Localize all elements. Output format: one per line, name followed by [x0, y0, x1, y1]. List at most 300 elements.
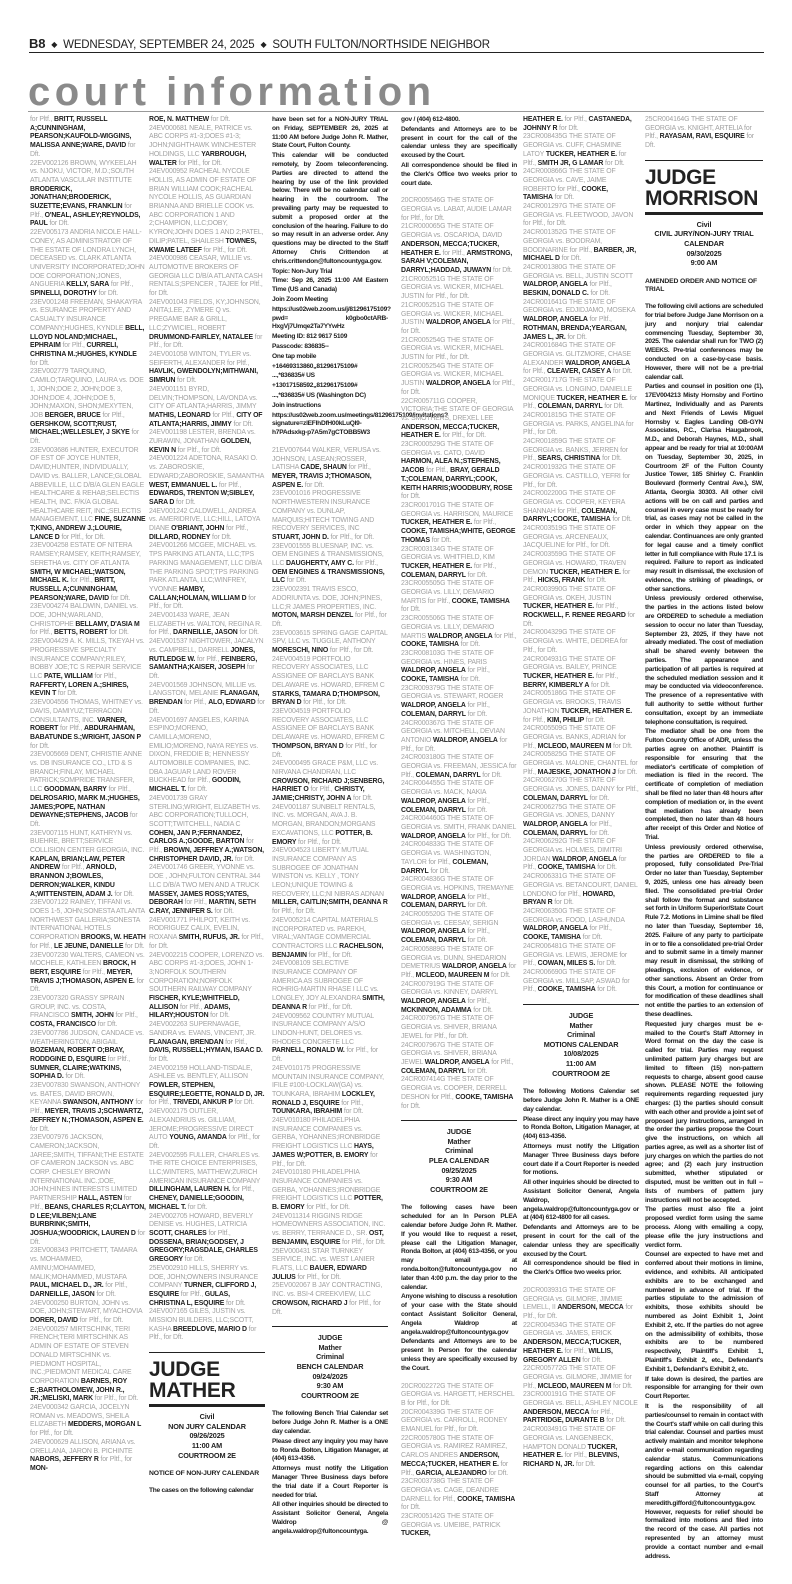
case-listing	[401, 1383, 517, 1409]
case-text: 24EV002215 COOPER, LORENZO vs. ABC CORPS #1-3;DOES, JOHN 1-3;NORFOLK SOUTHERN CORPORATION;NORFOLK SOUTHERN RAILWAY COMPANY	[149, 951, 264, 994]
case-text: for Pltf.,	[109, 281, 134, 289]
case-text: for Pltf.,	[30, 1099, 143, 1116]
case-text: 24CR001297G THE STATE OF GEORGIA vs. FLEETWOOD, JAVON for Pltf., for Dft.	[523, 203, 634, 228]
attorney-names: MASSEY, JAMES ROSS;YATES, DEBORAH	[149, 890, 249, 907]
attorney-names: DOSSENA, BRIAN;GODSEY, J GREGORY;RAGSDALE, CHARLES GREGORY	[149, 1238, 258, 1264]
attorney-names: MATHIS, LEONARD	[149, 411, 211, 419]
case-text: 24EV010180 PHILADELPHIA INSURANCE COMPANIES vs. GERBA, YOHANNES;IRONBRIDGE FREIGHT LOGISTICS LLC	[272, 1117, 381, 1151]
case-text: for Pltf.,	[223, 1038, 248, 1046]
case-text: for Pltf.,	[587, 925, 612, 933]
attorney-names: FLANAGAN, BRENDAN	[149, 1038, 224, 1046]
attorney-names: WALDROP, ANGELA	[401, 797, 466, 805]
case-text: 23EV001016 PROGRESSIVE NORTHWESTERN INSURANCE COMPANY vs. DUNLAP, MARQUIS;HITECH TOWING AND RECOVERY SERVICES, INC	[272, 490, 375, 533]
attorney-names: COOKE, TAMISHA	[523, 185, 608, 202]
attorney-names: TUCKER, HEATHER E.	[523, 1443, 618, 1460]
case-text: 24EV004519 PORTFOLIO RECOVERY ASSOCIATES, LLC ASSIGNEE OF BARCLAYS BANK DELAWARE vs. HOWARD, EFREM C	[272, 655, 385, 689]
case-text: 21CR005254G THE STATE OF GEORGIA vs. WICKER, MICHAEL JUSTIN for Pltf., for Dft.	[401, 336, 504, 362]
attorney-names: MEYER, TRAVIS J;THOMASON, ASPEN E.	[272, 473, 372, 489]
case-text: 24CR003180G THE STATE OF GEORGIA vs. FREEMAN, JESSICA for Pltf.,	[401, 754, 517, 779]
case-text: for Dft.	[401, 1102, 421, 1110]
case-text: 24CR005520G THE STATE OF GEORGIA vs. CEESAY, SERIGN	[401, 911, 499, 927]
case-listing	[401, 580, 517, 615]
attorney-names: MCLEOD, MAUREEN M	[537, 742, 612, 750]
attorney-names: RAFFERTY, LOREN A.;SHIRES, KEVIN T	[30, 681, 129, 698]
case-text: 22CR005711G COOPER, VICTORIA;THE STATE OF GEORGIA vs. SMOTHERS, DREXEL LEE	[401, 397, 514, 422]
case-text: for Pltf., for Dft.	[296, 838, 342, 846]
calendar-heading-line: 9:30 AM	[445, 1175, 473, 1185]
notice-paragraph: The cases on the following calendar	[149, 1486, 254, 1494]
attorney-names: ANDERSON, MECCA;TUCKER, HEATHER E.	[401, 1452, 500, 1468]
case-text: for Dft.	[465, 571, 488, 579]
case-text: 24EV011314 RIGGINS RIDGE HOMEOWNERS ASSOCIATION, INC. vs. BERRY, TERRANCE D., SR.	[272, 1212, 386, 1238]
case-listing	[401, 337, 517, 363]
case-listing	[149, 386, 265, 430]
case-text: 24CR003990G THE STATE OF GEORGIA vs. OKEH, JUSTIN	[523, 585, 616, 602]
case-text: for Pltf., for Dft.	[306, 1003, 353, 1011]
notice-paragraph: https://us02web.zoom.us/j/81296175109?pwd= k0gbo0ctARB-HxgVj7Umqe2Ta7YYwHz	[272, 305, 391, 331]
case-text: for Pltf., for Dft.	[465, 832, 511, 840]
case-text: for Pltf., for Dft.	[272, 1151, 378, 1168]
case-text: for Pltf., for	[98, 1456, 133, 1464]
attorney-names: ADAMS, HILARY;HOUSTON	[149, 1003, 231, 1020]
case-text: 24EV001537 NIGHTOWER, JACALYN vs. CAMPBELL, DARRELL	[149, 638, 264, 654]
case-listing	[401, 720, 517, 755]
case-text: 23EV008343 PRITCHETT, TAMARA vs. MOHAMMED, AMINU;MOHAMMED, MALIK;MOHAMMED, MUSTAFA	[30, 1247, 137, 1281]
case-text: 24CR003491G THE STATE OF GEORGIA vs. LANGENBECK, HAMPTON DONALD	[523, 1426, 616, 1451]
case-text: for Dft.	[552, 899, 574, 907]
attorney-names: KAPLAN, BRIAN;LAW, PETER ANDREW	[30, 855, 125, 872]
case-text: for Dft.	[486, 1469, 508, 1477]
case-text: 24CR007967G THE STATE OF GEORGIA vs. SHIVER, BRIANA JEWEL for Pltf., for Dft.	[401, 1015, 497, 1040]
case-text: 23CR003738G THE STATE OF GEORGIA vs. CAGE, DEANDRE DARNELL for Pltf.,	[401, 1478, 499, 1503]
case-text: for Pltf.,	[206, 1230, 231, 1237]
case-text: 20CR002272G THE STATE OF GEORGIA vs. HARGETT, HERSCHEL B for Pltf., for Dft.	[401, 1382, 515, 1407]
calendar-heading-line: Criminal	[445, 1146, 473, 1156]
case-text: 24EV000952 RACHEAL NYCOLE HOLLIS, AS ADMIN OF ESTATE OF BRIAN WILLIAM COOK;RACHEAL NYCOLE HOLLIS, AS GUARDIAN BRIANNA AND BRIELLE COOK vs. ABC CORPORATION 1 AND 2;CHAMPION, LLC;DOBY, KYRON;JOHN DOES 1 AND 2;PATEL, DILIP;PATEL, SHAILESH	[149, 168, 264, 245]
attorney-names: COOKE, TAMISHA	[537, 986, 596, 994]
case-text: 23EV002779 TARQUINO, CAMILO;TARQUINO, LAURA vs. DOE 1, JOHN;DOE 2, JOHN;DOE 3, JOHN;DOE 4, JOHN;DOE 5, JOHN;MAXON, SHON;MEXYTEN, JOB	[30, 368, 144, 419]
notice-paragraph: Defendants and Attorneys are to be present in court for the call of the calendar unless they are specifically excused by the Court.	[523, 1224, 639, 1258]
calendar-heading	[272, 1333, 388, 1400]
case-text: 24CR001859G THE STATE OF GEORGIA vs. BANKS, JERREN for Pltf.,	[523, 438, 628, 463]
attorney-names: PATE, WILLIAM	[43, 673, 93, 680]
attorney-names: BOZEMAN, ROBERT O;BRAY, RODDGINE D, ESQUIRE	[30, 1047, 124, 1063]
case-listing	[272, 1282, 388, 1317]
attorney-names: STARKS, TAMARA D;THOMPSON, BRYAN D	[272, 690, 380, 707]
case-text: for Dft.	[559, 255, 582, 263]
case-text: 23CR005142G THE STATE OF GEORGIA vs. UMEIBE, PATRICK	[401, 1513, 501, 1529]
calendar-heading-line: Civil	[199, 1412, 215, 1422]
case-text: 24CR004460G THE STATE OF GEORGIA vs. SMITH, FRANK DANIEL	[401, 815, 516, 831]
attorney-names: MOTON, MARSH DENZEL	[272, 612, 354, 620]
attorney-names: FINE, SUZANNE T;KING, ANDREW J.;LOURIE, LANCE D	[30, 516, 146, 541]
case-text: 24CR004329G THE STATE OF GEORGIA vs. WHITE, DEDREA for Pltf., for Dft.	[523, 629, 628, 654]
case-listing	[401, 615, 517, 650]
case-text: for Dft.	[580, 1356, 602, 1364]
attorney-names: YOUNG, AMANDA	[169, 1134, 227, 1142]
case-listing	[401, 1513, 517, 1539]
case-listing	[30, 1134, 146, 1247]
case-listing	[30, 899, 146, 951]
case-listing	[30, 1082, 146, 1134]
case-text: 24CR000866G THE STATE OF GEORGIA vs. CAVE, JAIME ROBERTO for Pltf.,	[523, 168, 616, 193]
case-text: for Pltf.,	[523, 150, 627, 167]
calendar-heading-line: JUDGE	[568, 1011, 594, 1021]
case-text: for Pltf.,	[308, 786, 335, 794]
case-text: for Pltf.,	[113, 1012, 138, 1020]
attorney-names: BRITT, RUSSELL A;CUNNINGHAM, PEARSON;WARE, DAVID	[30, 577, 118, 602]
attorney-names: MEYER, TRAVIS J;SCHWARTZ, JEFFREY N.;THOMASON, ASPEN E.	[30, 1108, 144, 1124]
case-listing	[401, 1409, 517, 1435]
case-listing	[272, 586, 388, 630]
case-text: for Pltf.,	[440, 249, 467, 257]
attorney-names: GARCIA, ALEJANDRO	[415, 1469, 487, 1477]
attorney-names: TUCKER, HEATHER E.	[556, 394, 628, 402]
attorney-names: BEANS, CHARLES R;CLAYTON, D LEE;VILBEN;LANE BURBRINK;SMITH, JOSHUA;WOODRICK, LAUREN D	[30, 1203, 146, 1237]
case-text: for Dft.	[231, 420, 253, 428]
notice-paragraph: All correspondence should be filed in the Clerk's Office two weeks prior to court date.	[401, 161, 517, 187]
case-text: for Dft.	[96, 1021, 118, 1029]
case-text: 24CR007414G THE STATE OF GEORGIA vs. COOPER, DERRELL DESHON for Pltf.,	[401, 1076, 507, 1101]
case-listing	[401, 1478, 517, 1513]
case-listing	[30, 542, 146, 603]
calendar-heading-line: MOTIONS CALENDAR	[543, 1039, 619, 1049]
attorney-names: WEST, EMMANUEL L.	[149, 481, 218, 489]
case-listing	[401, 197, 517, 223]
case-text: for Pltf.,	[339, 1099, 364, 1107]
case-text: 24CR001641G THE STATE OF GEORGIA vs. EDJIDJAMO, MOSEKA	[523, 298, 636, 315]
case-text: 23EV004519 PORTFOLIO RECOVERY ASSOCIATES, LLC ASSIGNEE OF BARCLAYS BANK DELAWARE vs. HOWARD, EFREM C	[272, 707, 385, 742]
case-text: for Dft.	[30, 359, 50, 367]
case-listing	[523, 873, 639, 908]
attorney-names: POTTER, B. EMORY	[272, 1195, 383, 1212]
case-text: 24EV001266 MCGEE, MICHAEL vs. TPS PARKING ATLANTA, LLC;TPS PARKING MANAGEMENT, LLC D/B/A THE PARKING SPOT;TPS PARKING PARK ATLANTA, LLC;WINFREY, YVONNE	[149, 542, 262, 593]
case-text: for Pltf.,	[100, 411, 125, 419]
case-listing	[149, 638, 265, 682]
attorney-names: TRIVEDI, ANKUR P	[173, 1099, 233, 1107]
case-text: for Dft.	[149, 1055, 169, 1063]
notice-paragraph: One tap mobile	[272, 352, 317, 360]
case-text: for Pltf.,	[210, 411, 237, 419]
notice-subheading: AMENDED ORDER AND NOTICE OF TRIAL	[645, 277, 758, 294]
notice-paragraph: Please direct any inquiry you may have to Ronda Bolton, Litigation Manager, at (404) 613-4356.	[272, 1437, 388, 1463]
case-text: 24EV001569 JOHNSON, MILLIE vs. LANGSTON, MELANIE	[149, 681, 257, 698]
case-listing	[523, 116, 639, 133]
case-text: for Pltf.,	[587, 316, 612, 324]
column-6	[645, 116, 763, 1578]
attorney-names: WALDROP, ANGELA	[427, 632, 493, 640]
attorney-names: SEARS, CHRISTINA	[537, 455, 601, 463]
case-listing	[523, 377, 639, 412]
case-listing	[523, 1322, 639, 1366]
case-text: for Pltf.,	[523, 568, 631, 585]
case-listing	[401, 441, 517, 502]
attorney-names: HAMBY, CALLAN;HOLMAN, WILLIAM D	[149, 585, 247, 602]
case-text: for Dft.	[182, 1256, 205, 1264]
calendar-heading-line: BENCH CALENDAR	[296, 1361, 364, 1371]
case-listing	[523, 299, 639, 343]
case-listing	[30, 603, 146, 638]
case-text: for Pltf., for Dft.	[306, 951, 353, 959]
case-text: for Pltf., for Dft.	[301, 699, 347, 707]
case-text: for Dft.	[465, 710, 488, 718]
case-text: for Dft.	[63, 1073, 85, 1081]
case-listing	[523, 229, 639, 264]
attorney-names: OST, BENJAMIN, ESQUIRE	[272, 1230, 384, 1246]
attorney-names: ANDERSON, MECCA;TUCKER, HEATHER E.	[401, 240, 499, 257]
attorney-names: JONES, RUTLEDGE W.	[149, 646, 255, 663]
case-listing	[272, 917, 388, 961]
attorney-names: WALDROP, ANGELA	[523, 820, 588, 828]
case-listing	[30, 751, 146, 829]
attorney-names: ARNOLD, BRANNON J;BOWLES, DERRON;WALKER, KINDU A;WITTENSTEIN, ADAM J.	[30, 864, 117, 898]
attorney-names: DARNEILLE, JASON	[30, 1290, 95, 1298]
case-text: for Dft.	[480, 771, 502, 779]
case-text: for Pltf., for Dft.	[272, 742, 377, 759]
attorney-names: BRITT, RUSSELL A;CUNNINGHAM, PEARSON;KAUFOLD-WIGGINS, MALISSA ANNE;WARE, DAVID	[30, 116, 132, 150]
case-text: for Dft.	[465, 806, 488, 814]
notice-paragraph: gov / (404) 612-4800.	[401, 116, 460, 123]
case-text: 24EV000342 GARCIA, JOCELYN ROMAN vs. MEADOWS, SHEILA ELIZABETH	[30, 1404, 130, 1429]
case-text: for Dft.	[580, 934, 603, 942]
case-text: for Dft.	[30, 1125, 50, 1133]
case-text: for Pltf.,	[465, 928, 490, 936]
case-listing	[30, 447, 146, 543]
attorney-names: WALDROP, ANGELA	[401, 667, 466, 675]
case-text: for Pltf.,	[30, 116, 55, 123]
case-text: for Pltf.,	[217, 481, 242, 489]
notice-paragraph: Attorneys must notify the Litigation Manager Three Business days before the trial date if a Court Reporter is needed for trial.	[272, 1465, 388, 1499]
case-text: 24CR005825G THE STATE OF GEORGIA vs. MALONE, CHANTEL for Pltf.,	[523, 751, 638, 776]
case-text: for Pltf., for Dft.	[149, 934, 264, 950]
attorney-names: ABDURAHMAN, BABATUNDE S.;WRIGHT, JASON P	[30, 725, 141, 741]
case-listing	[401, 911, 517, 946]
calendar-heading-line: COURTROOM 2E	[301, 1390, 359, 1400]
case-listing	[401, 815, 517, 841]
case-text: for Dft.	[595, 960, 617, 968]
notice-paragraph: Unless previously ordered otherwise, the parties in the actions listed below are ORDERED to schedule a mediation session to occur no later than Tuesday, September 23, 2025, if they have not already mediated. The cost of mediation shall be shared evenly between the parties. The appearance and participation of all parties is required at the scheduled mediation session and it may be conducted via videoconference. The presence of a representative with full authority to settle without further consultation, except by an immediate telephone consultation, is required.	[645, 595, 763, 726]
case-listing	[401, 1042, 517, 1077]
case-text: for Dft.	[600, 455, 622, 463]
attorney-names: KELLY, SARA	[66, 281, 110, 289]
case-text: for Dft.	[458, 676, 481, 684]
case-text: for Pltf.,	[346, 464, 371, 472]
case-text: 24EV010175 PROGRESSIVE MOUNTAIN INSURANCE COMPANY, IFILE #100-LOCKLAW(GA) vs. TOUNKARA, IBRAHIM	[272, 1064, 384, 1098]
case-listing	[30, 830, 146, 900]
attorney-names: COOKE, TAMISHA	[523, 934, 581, 942]
attorney-names: DARNEILLE, JASON	[173, 629, 238, 637]
case-text: 24EV001198 LESTER, BRENDA vs. ZURAWIN, JONATHAN	[149, 429, 256, 446]
case-text: for Pltf., for Dft.	[295, 1273, 341, 1281]
case-listing	[523, 490, 639, 525]
case-text: for Dft.	[523, 612, 636, 628]
diamond-separator-icon: ◆	[51, 40, 58, 49]
case-text: for Pltf.,	[92, 673, 117, 680]
case-text: 24EV001242 CALDWELL, ANDREA vs. AMERIDRIVE, LLC;HILL, LATOYA DIANE	[149, 507, 260, 533]
case-text: 24EV002263 SUPERNAVAGE, SANDRA vs. EVANS, VINCENT, JR.	[149, 1021, 256, 1037]
notice-paragraph: Join Zoom Meeting	[272, 295, 328, 303]
case-listing	[272, 1117, 388, 1169]
case-text: 23EV007122 RAINEY, TIFFANI vs. DOES 1-5, JOHN;SONESTA ATLANTA NORTHWEST GALLERIA;SONESTA INTERNATIONAL HOTELS CORPORATION	[30, 899, 145, 942]
case-text: 24EV000250 BURTON, JOHN vs. DOE, JOHN;STEWART, MYACHOVIA	[30, 1299, 143, 1316]
case-text: for Pltf., for Dft.	[272, 612, 387, 628]
attorney-names: WALDROP, ANGELA	[523, 925, 588, 933]
case-listing	[149, 612, 265, 638]
attorney-names: NABORS, JEFFERY R	[30, 1456, 99, 1464]
attorney-names: TUCKER, HEATHER E.	[549, 568, 621, 576]
case-listing	[401, 398, 517, 442]
case-text: 21CR005251G THE STATE OF GEORGIA vs. WICKER, MICHAEL JUSTIN for Pltf., for Dft.	[401, 275, 504, 301]
case-text: for Pltf., for Dft.	[401, 380, 515, 396]
case-text: for Pltf.,	[106, 1055, 131, 1063]
case-listing	[523, 464, 639, 490]
case-text: 23CR000191G THE STATE OF GEORGIA vs. BELL, ASHLEY NICOLE	[523, 1391, 638, 1408]
case-text: 22EV005173 ANDRIA NICOLE HALL-CONEY, AS ADMINISTRATOR OF THE ESTATE OF LONDRA LYNCH, DECEASED vs. CLARK ATLANTA UNIVERSITY INCORPORATED;JOHN DOE CORPORATION;JONES, ANGUERIA	[30, 229, 145, 289]
case-listing	[272, 804, 388, 848]
case-text: for Dft.	[208, 1012, 230, 1020]
attorney-names: WALDROP, ANGELA	[401, 893, 466, 901]
case-listing	[272, 960, 388, 1012]
case-text: for Pltf., for Dft.	[59, 533, 105, 541]
attorney-names: BERRY, KIMBERLY A	[523, 681, 590, 689]
attorney-names: BROOKS, W. HEATH	[80, 934, 146, 942]
calendar-heading-line: 11:00 AM	[565, 1058, 597, 1068]
case-listing	[523, 1365, 639, 1391]
case-listing	[523, 629, 639, 655]
case-text: for Pltf., for Dft.	[272, 1047, 378, 1064]
case-text: 24EV002159 HOLLAND-TISDALE, ASHLEE vs. BENTLEY, ALLISON	[149, 1064, 253, 1081]
calendar-heading-line: 09/25/2025	[441, 1165, 477, 1175]
attorney-names: COLEMAN, DARRYL	[523, 794, 588, 802]
attorney-names: MEYER, TRAVIS J;THOMASON, ASPEN E.	[30, 968, 135, 985]
case-text: 24EV000495 GRACE P&M, LLC vs. NIRVANA CHANDRAN, LLC	[272, 760, 378, 776]
case-listing	[523, 168, 639, 203]
case-text: 23EV007786 JUDSON, CANDACE vs. WEATHERINGTON, ABIGAIL	[30, 1029, 144, 1046]
case-text: for Dft.	[149, 664, 255, 680]
attorney-names: CROWSON, RICHARD J;SENBERG, HARRIET O	[272, 777, 385, 794]
case-text: 23CR000529G THE STATE OF GEORGIA vs. CATO, DAVID	[401, 441, 494, 457]
case-listing	[272, 1169, 388, 1213]
case-text: for Pltf., for Dft.	[304, 1204, 350, 1212]
attorney-names: CHENEY, DANIELLE;GOODIN, MICHAEL T.	[149, 1195, 244, 1211]
case-text: for Pltf.,	[60, 342, 87, 350]
attorney-names: MAJESKE, JONATHON J	[537, 768, 616, 776]
attorney-names: COOKE, TAMISHA	[401, 641, 459, 649]
case-text: 24CR004833G THE STATE OF GEORGIA vs. WASHINGTON, TAYLOR for Pltf.,	[401, 841, 494, 866]
case-text: for Dft.	[611, 368, 633, 376]
case-listing	[401, 363, 517, 398]
case-text: for Pltf.,	[465, 702, 490, 710]
case-text: 22CR005780G THE STATE OF GEORGIA vs. RAMIREZ RAMIREZ, CARLOS ANDRES	[401, 1434, 508, 1460]
attorney-names: FISCHER, KYLE;WHITFIELD, ALLISON	[149, 995, 240, 1011]
attorney-names: GOODMAN, BARRY	[43, 786, 107, 794]
case-text: for Dft.	[574, 1460, 596, 1468]
case-text: 20CR004339G THE STATE OF GEORGIA vs. CARROLL, RODNEY EMANUEL for Pltf., for Dft.	[401, 1408, 508, 1434]
case-listing	[523, 133, 639, 168]
case-listing	[523, 586, 639, 630]
case-text: for Pltf.,	[106, 786, 131, 794]
case-listing	[149, 1213, 265, 1265]
attorney-names: WALDROP, ANGELA	[425, 319, 491, 327]
column-5	[523, 116, 639, 1578]
case-text: for Pltf., for Dft.	[401, 319, 515, 335]
case-text: for Dft.	[94, 1290, 116, 1298]
case-text: 23CR003134G THE STATE OF GEORGIA vs. WHITFIELD, KIM	[401, 545, 495, 562]
case-text: for Pltf.,	[401, 963, 517, 979]
case-text: 23CR005506G THE STATE OF GEORGIA vs. LILLY, DEMARIO MARTIS	[401, 615, 495, 640]
notice-paragraph: Counsel are expected to have met and conferred about their motions in limine, evidence, and exhibits. All anticipated exhibits are to be exchanged and numbered in advance of trial. If the parties stipulate to the admission of exhibits, those exhibits should be numbered as Joint Exhibit 1, Joint Exhibit 2, etc. If the parties do not agree on the admissibility of exhibits, those exhibits are to be numbered respectively, Plaintiff's Exhibit 1, Plaintiff's Exhibit 2, etc., Defendant's Exhibit 1, Defendant's Exhibit 2, etc.	[645, 1251, 763, 1373]
case-text: 22EV002126 BROWN, WYKEELAH vs. NJOKU, VICTOR, M.D.;SOUTH ATLANTA VASCULAR INSTITUTE	[30, 159, 137, 184]
case-text: 24CR006690G THE STATE OF GEORGIA vs. MILLSAP, ASWAD for Pltf.,	[523, 968, 630, 994]
judge-heading: JUDGE MATHER	[149, 1358, 236, 1403]
case-text: for Pltf., for Dft.	[176, 159, 222, 167]
case-text: for Pltf., for Dft.	[523, 1304, 633, 1321]
attorney-names: BELLAMY, D'ASIA M	[75, 620, 140, 628]
issue-date: WEDNESDAY, SEPTEMBER 24, 2025	[63, 39, 255, 51]
calendar-heading-line: 9:00 AM	[690, 258, 718, 268]
case-text: for Dft.	[603, 159, 625, 167]
case-text: for Pltf.,	[68, 577, 95, 585]
attorney-names: SPINELLI, DOROTHY	[30, 290, 97, 298]
attorney-names: FLANAGAN, BRENDAN	[149, 690, 260, 707]
attorney-names: COOKE, TAMISHA	[401, 676, 459, 684]
case-text: 24EV001746 GREER, YVONNE vs. DOE , JOHN;FULTON CENTRAL 344 LLC D/B/A TWO MEN AND A TRUCK	[149, 864, 261, 889]
case-text: 25CR004164G THE STATE OF GEORGIA vs. KNIGHT, ARTELIA for Pltf.,	[645, 116, 752, 141]
attorney-names: WALDROP, ANGELA	[523, 316, 588, 324]
notice-paragraph: Anyone wishing to discuss a resolution of your case with the State should contact Assistant Solicitor General, Angela Waldrop at angela.waldrop@fultoncountyga.gov	[401, 1293, 517, 1336]
attorney-names: WALDROP, ANGELA	[432, 736, 498, 744]
case-text: 24CR006270G THE STATE OF GEORGIA vs. JONES, DANNY for Pltf.,	[523, 777, 639, 794]
attorney-names: HALL, ASTEN	[78, 1195, 123, 1203]
case-text: 24CR006275G THE STATE OF GEORGIA vs. JONES, DANNY	[523, 803, 616, 820]
case-listing	[401, 1015, 517, 1041]
section-divider	[645, 160, 763, 161]
case-text: for Pltf.,	[594, 603, 619, 611]
case-listing	[272, 1213, 388, 1248]
case-text: 24CR004455G THE STATE OF GEORGIA vs. MACK, NAKIA	[401, 780, 494, 797]
attorney-names: LE JEUNE, DANIELLE	[54, 942, 124, 950]
case-text: for Pltf., for Dft.	[440, 432, 486, 440]
case-text: for Pltf.,	[30, 942, 55, 950]
calendar-heading	[149, 1412, 265, 1460]
case-text: 24CR002200G THE STATE OF GEORGIA vs. COOPER, KEYERA SHANNAH for Pltf.,	[523, 490, 625, 515]
case-text: for Pltf.,	[589, 1408, 614, 1416]
attorney-names: PARTRIDGE, DURANTE B	[523, 1417, 605, 1425]
attorney-names: WALDROP, ANGELA	[401, 702, 466, 710]
case-text: for Dft.	[589, 681, 611, 689]
case-text: for Pltf.,	[594, 673, 619, 680]
notice-paragraph: Join instructions	[272, 401, 321, 409]
notice-paragraph: This calendar will be conducted remotely, by Zoom teleconferencing. Parties are directed to attend the hearing by use of the link provided below. There will be no calendar call or hearing in the courtroom. The prevailing party may be requested to submit a proposed order at the conclusion of the hearing. Failure to do so may result in an adverse order. Any questions may be directed to the Staff Attorney Chris Crittendon at chris.crittendon@fultoncountyga.gov.	[272, 152, 388, 265]
case-text: for Pltf., for Dft.	[149, 1134, 261, 1150]
attorney-names: DAUGHERTY, AMY C.	[285, 560, 354, 568]
attorney-names: COLEMAN, DARRYL	[401, 806, 466, 814]
attorney-names: DILLARD, RODNEY	[149, 533, 211, 541]
case-text: 24EV001739 GRAY STERLING;WRIGHT, ELIZABETH vs. ABC CORPORATION;TULLOCH, SCOTT;TWITCHELL, NADIA C	[149, 794, 261, 828]
attorney-names: ANDERSON, MECCA;TUCKER, HEATHER E.	[523, 1339, 621, 1355]
case-listing	[149, 455, 265, 507]
case-text: for Pltf.,	[149, 838, 254, 855]
case-text: 23EV007320 GRASSY SPRAIN GROUP, INC. vs. COSTA, FRANCISCO	[30, 995, 125, 1020]
publication-name: SOUTH FULTON/NORTHSIDE NEIGHBOR	[272, 39, 490, 51]
case-text: for Dft.	[107, 629, 129, 637]
attorney-names: WALDROP, ANGELA	[424, 1058, 490, 1066]
case-text: for Dft.	[465, 902, 488, 910]
case-text: for Dft.	[491, 267, 513, 274]
attorney-names: LOCKLEY, RONALD J, ESQUIRE	[272, 1090, 375, 1107]
attorney-names: BLEVINS, RICHARD N, JR.	[523, 1452, 620, 1468]
calendar-heading-line: 11:00 AM	[191, 1440, 223, 1450]
